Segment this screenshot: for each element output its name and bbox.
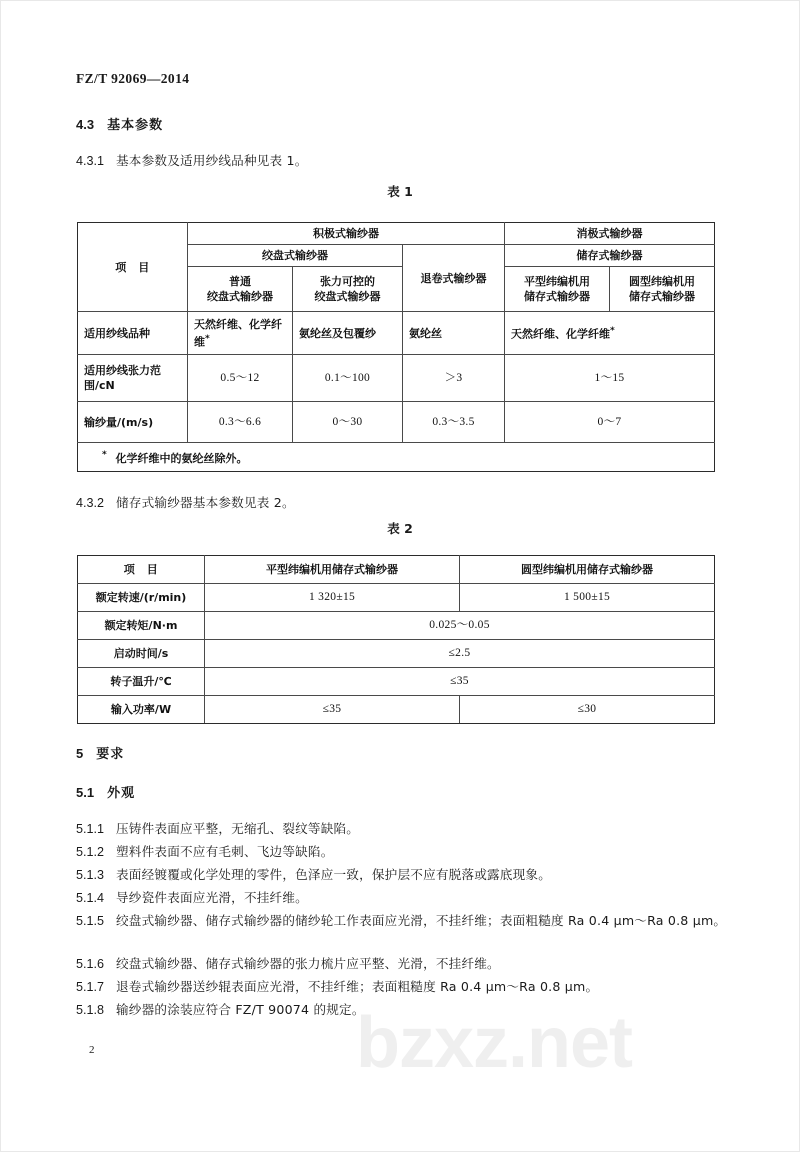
cell-yarn-type-unwind: 氨纶丝 bbox=[403, 312, 505, 355]
paragraph-4-3-1 bbox=[76, 151, 308, 171]
th-circ-knit-storage bbox=[610, 267, 715, 312]
th-disc-feeder: 绞盘式输纱器 bbox=[188, 245, 403, 267]
row-label-feed-rate: 输纱量/(m/s) bbox=[78, 402, 188, 443]
cell-rated-speed-flat: 1 320±15 bbox=[205, 584, 460, 612]
table-row bbox=[78, 556, 715, 584]
section-title: 外观 bbox=[107, 786, 136, 801]
table-basic-parameters bbox=[77, 222, 715, 472]
table-row bbox=[78, 668, 715, 696]
cell-tension-storage: 1～15 bbox=[505, 355, 715, 402]
row2-label-input-power: 输入功率/W bbox=[78, 696, 205, 724]
th-tension-disc-line2: 绞盘式输纱器 bbox=[314, 290, 381, 303]
th-active-feeder: 积极式输纱器 bbox=[188, 223, 505, 245]
th2-circ-knit: 圆型纬编机用储存式输纱器 bbox=[460, 556, 715, 584]
clause-number: 5.1.7 bbox=[76, 980, 105, 994]
th-ordinary-disc bbox=[188, 267, 293, 312]
watermark: bzxz.net bbox=[356, 1003, 633, 1083]
clause-text: 储存式输纱器基本参数见表 2。 bbox=[116, 495, 295, 510]
clause-number: 5.1.5 bbox=[76, 914, 105, 928]
th-unwind-feeder: 退卷式输纱器 bbox=[403, 245, 505, 312]
table-row bbox=[78, 612, 715, 640]
section-heading-5-1 bbox=[76, 782, 135, 801]
cell-input-power-flat: ≤35 bbox=[205, 696, 460, 724]
th-ordinary-disc-line2: 绞盘式输纱器 bbox=[207, 290, 273, 303]
row-label-tension-range: 适用纱线张力范围/cN bbox=[78, 355, 188, 402]
th-flat-knit-line2: 储存式输纱器 bbox=[524, 290, 590, 303]
cell-rated-torque: 0.025～0.05 bbox=[205, 612, 715, 640]
cell-text: 天然纤维、化学纤维 bbox=[511, 327, 610, 341]
table1-caption: 表 1 bbox=[387, 184, 413, 199]
cell-feed-storage: 0～7 bbox=[505, 402, 715, 443]
table-row bbox=[78, 443, 715, 472]
th-ordinary-disc-line1: 普通 bbox=[229, 275, 251, 288]
cell-yarn-type-storage: 天然纤维、化学纤维* bbox=[505, 312, 715, 355]
cell-feed-tension: 0～30 bbox=[293, 402, 403, 443]
clause-text: 基本参数及适用纱线品种见表 1。 bbox=[116, 153, 308, 168]
section-number: 5.1 bbox=[76, 785, 95, 800]
table2-caption: 表 2 bbox=[387, 521, 413, 536]
footnote-mark: * bbox=[102, 450, 107, 461]
cell-feed-ordinary: 0.3～6.6 bbox=[188, 402, 293, 443]
table-row bbox=[78, 355, 715, 402]
row2-label-rated-speed: 额定转速/(r/min) bbox=[78, 584, 205, 612]
cell-yarn-type-tension: 氨纶丝及包覆纱 bbox=[293, 312, 403, 355]
th-tension-disc-line1: 张力可控的 bbox=[320, 275, 375, 288]
table-row bbox=[78, 312, 715, 355]
th-circ-knit-line1: 圆型纬编机用 bbox=[629, 275, 695, 288]
th-item: 项 目 bbox=[78, 223, 188, 312]
section-heading-5 bbox=[76, 743, 124, 762]
clause-number: 5.1.3 bbox=[76, 868, 105, 882]
section-title: 要求 bbox=[96, 747, 125, 762]
row-label-yarn-type: 适用纱线品种 bbox=[78, 312, 188, 355]
clause-number: 5.1.4 bbox=[76, 891, 105, 905]
clause-text: 压铸件表面应平整，无缩孔、裂纹等缺陷。 bbox=[116, 821, 360, 836]
cell-tension-unwind: ＞3 bbox=[403, 355, 505, 402]
th2-item: 项 目 bbox=[78, 556, 205, 584]
th-flat-knit-storage bbox=[505, 267, 610, 312]
row2-label-start-time: 启动时间/s bbox=[78, 640, 205, 668]
table-row bbox=[78, 696, 715, 724]
section-number: 4.3 bbox=[76, 117, 95, 132]
table-row bbox=[78, 584, 715, 612]
th2-flat-knit: 平型纬编机用储存式输纱器 bbox=[205, 556, 460, 584]
clause-text: 输纱器的涂装应符合 FZ/T 90074 的规定。 bbox=[116, 1002, 365, 1017]
clause-text: 导纱瓷件表面应光滑，不挂纤维。 bbox=[116, 890, 308, 905]
clause-text: 绞盘式输纱器、储存式输纱器的储纱轮工作表面应光滑，不挂纤维；表面粗糙度 Ra 0.4 μm～Ra 0.8 μm。 bbox=[116, 913, 727, 928]
cell-tension-ordinary: 0.5～12 bbox=[188, 355, 293, 402]
cell-start-time: ≤2.5 bbox=[205, 640, 715, 668]
th-tension-disc bbox=[293, 267, 403, 312]
th-passive-feeder: 消极式输纱器 bbox=[505, 223, 715, 245]
cell-tension-tension: 0.1～100 bbox=[293, 355, 403, 402]
standard-number-header: FZ/T 92069—2014 bbox=[76, 71, 190, 86]
table-row bbox=[78, 640, 715, 668]
clause-5-1-3 bbox=[76, 865, 551, 885]
row2-label-rated-torque: 额定转矩/N·m bbox=[78, 612, 205, 640]
clause-number: 4.3.2 bbox=[76, 496, 105, 510]
cell-input-power-circ: ≤30 bbox=[460, 696, 715, 724]
clause-number: 5.1.8 bbox=[76, 1003, 105, 1017]
section-heading-4-3 bbox=[76, 114, 163, 133]
clause-5-1-8 bbox=[76, 1000, 365, 1020]
row2-label-rotor-temp-rise: 转子温升/℃ bbox=[78, 668, 205, 696]
table-row bbox=[78, 402, 715, 443]
th-flat-knit-line1: 平型纬编机用 bbox=[524, 275, 590, 288]
footnote-text: 化学纤维中的氨纶丝除外。 bbox=[115, 451, 248, 465]
cell-rotor-temp-rise: ≤35 bbox=[205, 668, 715, 696]
clause-number: 5.1.6 bbox=[76, 957, 105, 971]
paragraph-4-3-2 bbox=[76, 493, 295, 513]
clause-5-1-1 bbox=[76, 819, 359, 839]
cell-yarn-type-ordinary: 天然纤维、化学纤维* bbox=[188, 312, 293, 355]
page-number: 2 bbox=[89, 1044, 95, 1056]
table-storage-feeder-parameters bbox=[77, 555, 715, 724]
section-number: 5 bbox=[76, 746, 84, 761]
clause-text: 表面经镀覆或化学处理的零件，色泽应一致，保护层不应有脱落或露底现象。 bbox=[116, 867, 552, 882]
table1-footnote bbox=[78, 443, 715, 472]
cell-rated-speed-circ: 1 500±15 bbox=[460, 584, 715, 612]
th-storage-feeder: 储存式输纱器 bbox=[505, 245, 715, 267]
th-circ-knit-line2: 储存式输纱器 bbox=[629, 290, 695, 303]
section-title: 基本参数 bbox=[107, 118, 164, 133]
clause-5-1-6 bbox=[76, 954, 500, 974]
table-row bbox=[78, 223, 715, 245]
clause-text: 绞盘式输纱器、储存式输纱器的张力梳片应平整、光滑，不挂纤维。 bbox=[116, 956, 500, 971]
clause-5-1-7 bbox=[76, 977, 598, 997]
clause-number: 5.1.1 bbox=[76, 822, 105, 836]
clause-number: 5.1.2 bbox=[76, 845, 105, 859]
clause-5-1-5 bbox=[76, 911, 736, 931]
clause-5-1-2 bbox=[76, 842, 334, 862]
clause-text: 退卷式输纱器送纱辊表面应光滑，不挂纤维；表面粗糙度 Ra 0.4 μm～Ra 0.8 μm。 bbox=[116, 979, 599, 994]
clause-number: 4.3.1 bbox=[76, 154, 105, 168]
cell-text: 天然纤维、化学纤维 bbox=[194, 317, 282, 349]
clause-text: 塑料件表面不应有毛刺、飞边等缺陷。 bbox=[116, 844, 334, 859]
clause-5-1-4 bbox=[76, 888, 308, 908]
cell-feed-unwind: 0.3～3.5 bbox=[403, 402, 505, 443]
